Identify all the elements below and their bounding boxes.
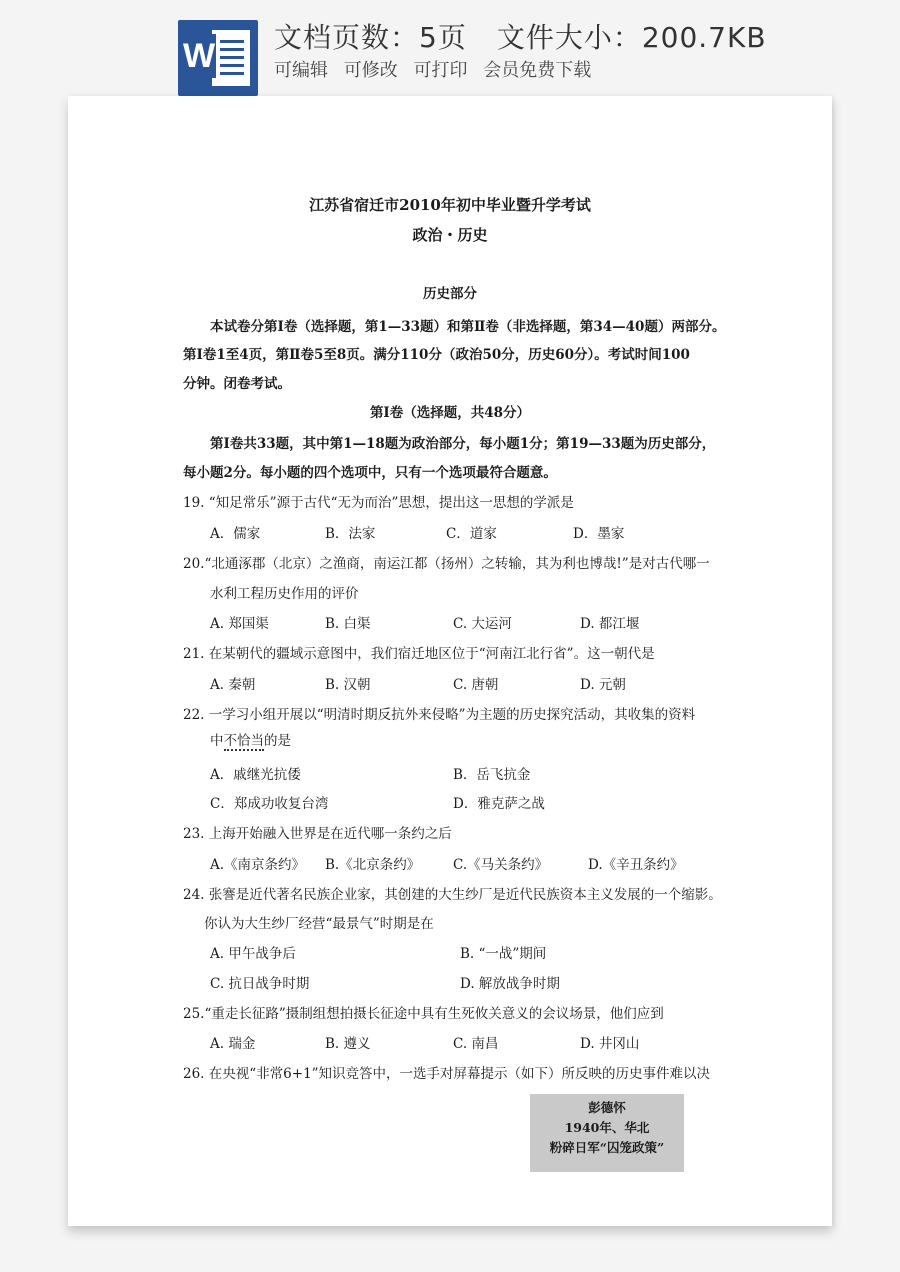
question-23-stem: 23. 上海开始融入世界是在近代哪一条约之后 <box>183 826 452 842</box>
hint-line: 彭德怀 <box>588 1100 626 1115</box>
q23-option-b: B.《北京条约》 <box>325 857 421 873</box>
feature-printable: 可打印 <box>413 60 468 81</box>
download-banner <box>0 0 900 96</box>
part-one-title: 第Ⅰ卷（选择题，共48分） <box>369 405 531 421</box>
document-page <box>68 96 832 1226</box>
question-22-stem-cont <box>210 732 291 750</box>
section-heading: 历史部分 <box>423 286 477 302</box>
intro-line: 第Ⅰ卷1至4页，第Ⅱ卷5至8页。满分110分（政治50分，历史60分）。考试时间100 <box>183 347 690 363</box>
screen-hint-box <box>530 1094 684 1172</box>
part-one-intro-line: 每小题2分。每小题的四个选项中，只有一个选项最符合题意。 <box>183 465 557 481</box>
q20-option-b: B. 白渠 <box>325 616 371 632</box>
q21-option-b: B. 汉朝 <box>325 677 371 693</box>
part-one-intro-line: 第Ⅰ卷共33题，其中第1—18题为政治部分，每小题1分；第19—33题为历史部分， <box>210 436 716 452</box>
q19-option-b: B．法家 <box>325 526 376 542</box>
q24-option-a: A. 甲午战争后 <box>210 946 296 962</box>
q23-option-d: D.《辛丑条约》 <box>588 857 684 873</box>
q20-option-a: A. 郑国渠 <box>210 616 269 632</box>
q25-option-c: C. 南昌 <box>453 1036 499 1052</box>
question-24-stem: 24. 张謇是近代著名民族企业家，其创建的大生纱厂是近代民族资本主义发展的一个缩影。 <box>183 887 722 903</box>
q23-option-c: C.《马关条约》 <box>453 857 549 873</box>
word-document-icon <box>178 20 258 96</box>
q19-option-a: A．儒家 <box>210 526 261 542</box>
q20-option-d: D. 都江堰 <box>580 616 640 632</box>
word-letter: W <box>182 34 216 78</box>
question-25-stem: 25.“重走长征路”摄制组想拍摄长征途中具有生死攸关意义的会议场景，他们应到 <box>183 1006 664 1022</box>
q24-option-d: D. 解放战争时期 <box>460 976 560 992</box>
q19-option-c: C．道家 <box>446 526 497 542</box>
q24-option-b: B. “一战”期间 <box>460 946 547 962</box>
document-sheet-shape <box>212 30 250 86</box>
exam-title: 江苏省宿迁市2010年初中毕业暨升学考试 <box>309 196 591 214</box>
hint-line: 粉碎日军“囚笼政策” <box>549 1140 665 1155</box>
q20-option-c: C. 大运河 <box>453 616 512 632</box>
question-19-stem: 19. “知足常乐”源于古代“无为而治”思想，提出这一思想的学派是 <box>183 495 574 511</box>
intro-line: 分钟。闭卷考试。 <box>183 376 291 392</box>
question-21-stem: 21. 在某朝代的疆域示意图中，我们宿迁地区位于“河南江北行省”。这一朝代是 <box>183 646 655 662</box>
q25-option-a: A. 瑞金 <box>210 1036 256 1052</box>
page-count: 文档页数：5页 <box>274 21 467 54</box>
q23-option-a: A.《南京条约》 <box>210 857 306 873</box>
q25-option-d: D. 井冈山 <box>580 1036 640 1052</box>
feature-modifiable: 可修改 <box>343 60 398 81</box>
banner-title <box>274 16 767 56</box>
q22-emphasis: 不恰当 <box>223 733 264 749</box>
hint-line: 1940年、华北 <box>564 1120 650 1135</box>
q22-option-b: B．岳飞抗金 <box>453 767 531 783</box>
feature-member-download: 会员免费下载 <box>483 60 592 81</box>
q24-option-c: C. 抗日战争时期 <box>210 976 310 992</box>
q21-option-c: C. 唐朝 <box>453 677 499 693</box>
q21-option-a: A. 秦朝 <box>210 677 256 693</box>
q25-option-b: B. 遵义 <box>325 1036 371 1052</box>
question-26-stem: 26. 在央视“非常6+1”知识竞答中，一选手对屏幕提示（如下）所反映的历史事件难以决 <box>183 1066 711 1082</box>
q22-stem-head: 中 <box>210 733 224 749</box>
q22-option-d: D．雅克萨之战 <box>453 796 545 812</box>
question-20-stem: 20.“北通涿郡（北京）之渔商，南运江都（扬州）之转输，其为利也博哉!”是对古代哪一 <box>183 556 710 572</box>
q22-stem-tail: 的是 <box>264 733 291 749</box>
q19-option-d: D．墨家 <box>573 526 625 542</box>
feature-list <box>274 56 601 82</box>
exam-subtitle: 政治・历史 <box>412 226 488 244</box>
intro-line: 本试卷分第Ⅰ卷（选择题，第1—33题）和第Ⅱ卷（非选择题，第34—40题）两部分。 <box>210 319 726 335</box>
q21-option-d: D. 元朝 <box>580 677 626 693</box>
question-24-stem-cont: 你认为大生纱厂经营“最景气”时期是在 <box>204 916 434 932</box>
q22-option-a: A．戚继光抗倭 <box>210 767 301 783</box>
q22-option-c: C．郑成功收复台湾 <box>210 796 329 812</box>
question-20-stem-cont: 水利工程历史作用的评价 <box>210 586 359 602</box>
file-size: 文件大小：200.7KB <box>496 21 767 54</box>
question-22-stem: 22. 一学习小组开展以“明清时期反抗外来侵略”为主题的历史探究活动，其收集的资料 <box>183 707 696 723</box>
feature-editable: 可编辑 <box>274 60 328 81</box>
